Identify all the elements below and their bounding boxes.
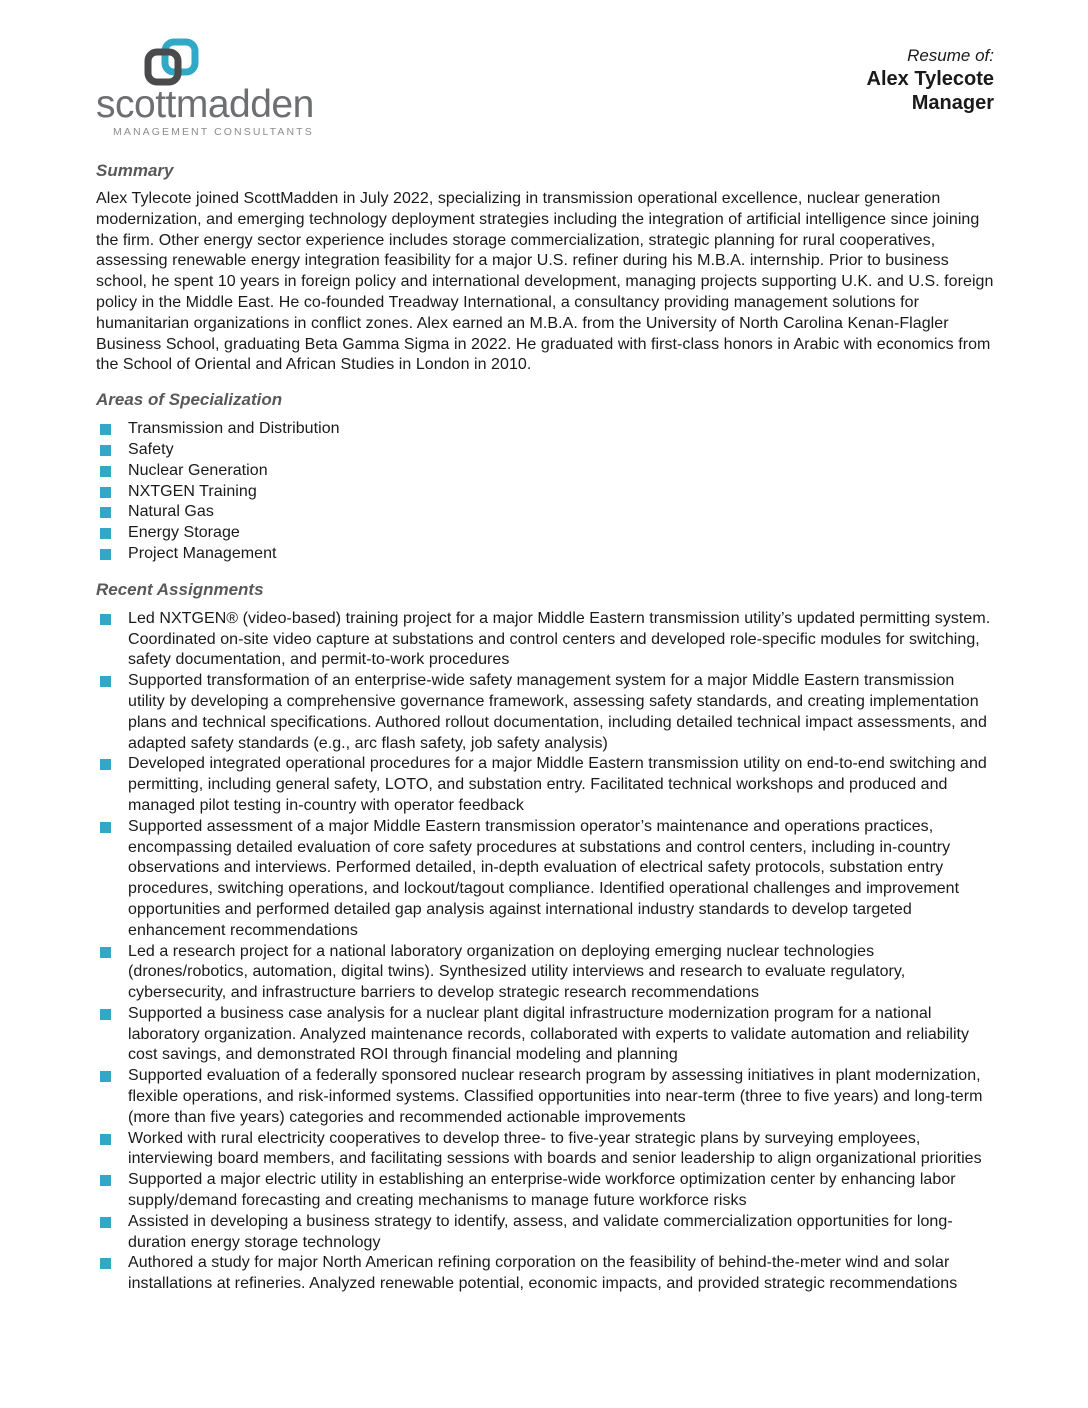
assignments-heading: Recent Assignments xyxy=(96,579,264,599)
assignment-list-item xyxy=(96,1212,994,1254)
logo-wordmark: scottmadden xyxy=(96,83,314,126)
specialization-section xyxy=(96,389,994,565)
header xyxy=(96,38,994,138)
square-bullet-icon xyxy=(100,424,111,435)
list-item-text: Natural Gas xyxy=(128,503,214,521)
list-item-text: Led a research project for a national laboratory organization on deploying emerging nuclear technologies (drones/robotics, automation, digital twins). Synthesized utility interviews and research to evaluate regulatory, cybersecurity, and infrastructure barriers to develop strategic research recommendations xyxy=(128,942,906,1002)
list-item-text: Supported a major electric utility in establishing an enterprise-wide workforce optimization center by enhancing labor supply/demand forecasting and creating mechanisms to manage future workforce risks xyxy=(128,1171,956,1210)
square-bullet-icon xyxy=(100,487,111,498)
person-title: Manager xyxy=(911,92,994,114)
square-bullet-icon xyxy=(100,759,111,770)
list-item-text: Supported assessment of a major Middle Eastern transmission operator’s maintenance and operations practices, encompassing detailed evaluation of core safety procedures at substations and control centers, including in-country observations and interviews. Performed detailed, in-depth evaluation of electrical safety protocols, substation entry procedures, switching operations, and lockout/tagout compliance. Identified operational challenges and improvement opportunities and performed detailed gap analysis against international industry standards to develop targeted enhancement recommendations xyxy=(128,817,960,939)
specialization-list-item xyxy=(96,419,994,440)
square-bullet-icon xyxy=(100,528,111,539)
assignment-list-item xyxy=(96,1004,994,1066)
square-bullet-icon xyxy=(100,1134,111,1145)
square-bullet-icon xyxy=(100,1009,111,1020)
list-item-text: Nuclear Generation xyxy=(128,461,268,479)
list-item-text: Worked with rural electricity cooperatives to develop three- to five-year strategic plans by surveying employees, interviewing board members, and facilitating sessions with boards and senior leadership to align organizational priorities xyxy=(128,1129,982,1168)
summary-section xyxy=(96,160,994,376)
square-bullet-icon xyxy=(100,507,111,518)
square-bullet-icon xyxy=(100,614,111,625)
specialization-list-item xyxy=(96,523,994,544)
square-bullet-icon xyxy=(100,1217,111,1228)
square-bullet-icon xyxy=(100,1175,111,1186)
list-item-text: Transmission and Distribution xyxy=(128,420,340,438)
list-item-text: Authored a study for major North American refining corporation on the feasibility of behind-the-meter wind and solar installations at refineries. Analyzed renewable potential, economic impacts, and provided strategic recommendations xyxy=(128,1254,958,1293)
specialization-list-item xyxy=(96,544,994,565)
square-bullet-icon xyxy=(100,466,111,477)
list-item-text: Assisted in developing a business strategy to identify, assess, and validate commercialization opportunities for long-duration energy storage technology xyxy=(128,1212,953,1251)
square-bullet-icon xyxy=(100,1071,111,1082)
assignment-list-item xyxy=(96,942,994,1004)
list-item-text: Supported a business case analysis for a nuclear plant digital infrastructure modernization program for a national laboratory organization. Analyzed maintenance records, collaborated with experts to validate automation and reliability cost savings, and demonstrated ROI through financial modeling and planning xyxy=(128,1004,970,1064)
assignment-list-item xyxy=(96,1129,994,1171)
list-item-text: NXTGEN Training xyxy=(128,482,257,500)
assignment-list-item xyxy=(96,1253,994,1295)
specialization-list-item xyxy=(96,502,994,523)
specialization-list xyxy=(96,419,994,565)
assignments-section xyxy=(96,579,994,1295)
assignment-list-item xyxy=(96,754,994,816)
person-name: Alex Tylecote xyxy=(866,68,994,90)
assignment-list-item xyxy=(96,817,994,942)
logo-overlapping-squares-icon xyxy=(142,38,204,86)
scottmadden-logo xyxy=(96,38,314,138)
summary-body: Alex Tylecote joined ScottMadden in July 2022, specializing in transmission operational excellence, nuclear generation modernization, and emerging technology deployment strategies including the integration of artificial intelligence since joining the firm. Other energy sector experience includes storage commercialization, strategic planning for rural cooperatives, assessing renewable energy integration feasibility for a major U.S. refiner during his M.B.A. internship. Prior to business school, he spent 10 years in foreign policy and international development, managing projects supporting U.K. and U.S. foreign policy in the Middle East. He co-founded Treadway International, a consultancy providing management solutions for humanitarian organizations in conflict zones. Alex earned an M.B.A. from the University of North Carolina Kenan-Flagler Business School, graduating Beta Gamma Sigma in 2022. He graduated with first-class honors in Arabic with economics from the School of Oriental and African Studies in London in 2010. xyxy=(96,190,994,374)
specialization-list-item xyxy=(96,482,994,503)
square-bullet-icon xyxy=(100,947,111,958)
square-bullet-icon xyxy=(100,822,111,833)
assignments-list xyxy=(96,609,994,1295)
specialization-list-item xyxy=(96,461,994,482)
square-bullet-icon xyxy=(100,676,111,687)
assignment-list-item xyxy=(96,609,994,671)
square-bullet-icon xyxy=(100,549,111,560)
list-item-text: Safety xyxy=(128,440,174,458)
assignment-list-item xyxy=(96,1170,994,1212)
square-bullet-icon xyxy=(100,445,111,456)
resume-of-label: Resume of: xyxy=(907,46,994,65)
summary-heading: Summary xyxy=(96,161,174,180)
logo-tagline: MANAGEMENT CONSULTANTS xyxy=(113,126,314,138)
list-item-text: Energy Storage xyxy=(128,524,240,542)
specialization-heading: Areas of Specialization xyxy=(96,390,283,410)
list-item-text: Led NXTGEN® (video-based) training project for a major Middle Eastern transmission utility’s updated permitting system. Coordinated on-site video capture at substations and control centers and developed role-specific modules for switching, safety documentation, and permit-to-work procedures xyxy=(128,609,991,669)
square-bullet-icon xyxy=(100,1258,111,1269)
specialization-list-item xyxy=(96,440,994,461)
list-item-text: Supported evaluation of a federally sponsored nuclear research program by assessing initiatives in plant modernization, flexible operations, and risk-informed systems. Classified opportunities into near-term (three to five years) and long-term (more than five years) categories and recommended actionable improvements xyxy=(128,1067,983,1126)
list-item-text: Project Management xyxy=(128,544,277,562)
assignment-list-item xyxy=(96,1066,994,1128)
resume-of-block xyxy=(867,38,994,115)
list-item-text: Supported transformation of an enterprise-wide safety management system for a major Middle Eastern transmission utility by developing a comprehensive governance framework, assessing safety standards, and creating implementation plans and technical specifications. Authored rollout documentation, including detailed technical impact assessments, and adapted safety standards (e.g., arc flash safety, job safety analysis) xyxy=(128,672,987,752)
list-item-text: Developed integrated operational procedures for a major Middle Eastern transmission utility on end-to-end switching and permitting, including general safety, LOTO, and substation entry. Facilitated technical workshops and produced and managed pilot testing in-country with operator feedback xyxy=(128,755,987,814)
assignment-list-item xyxy=(96,671,994,754)
